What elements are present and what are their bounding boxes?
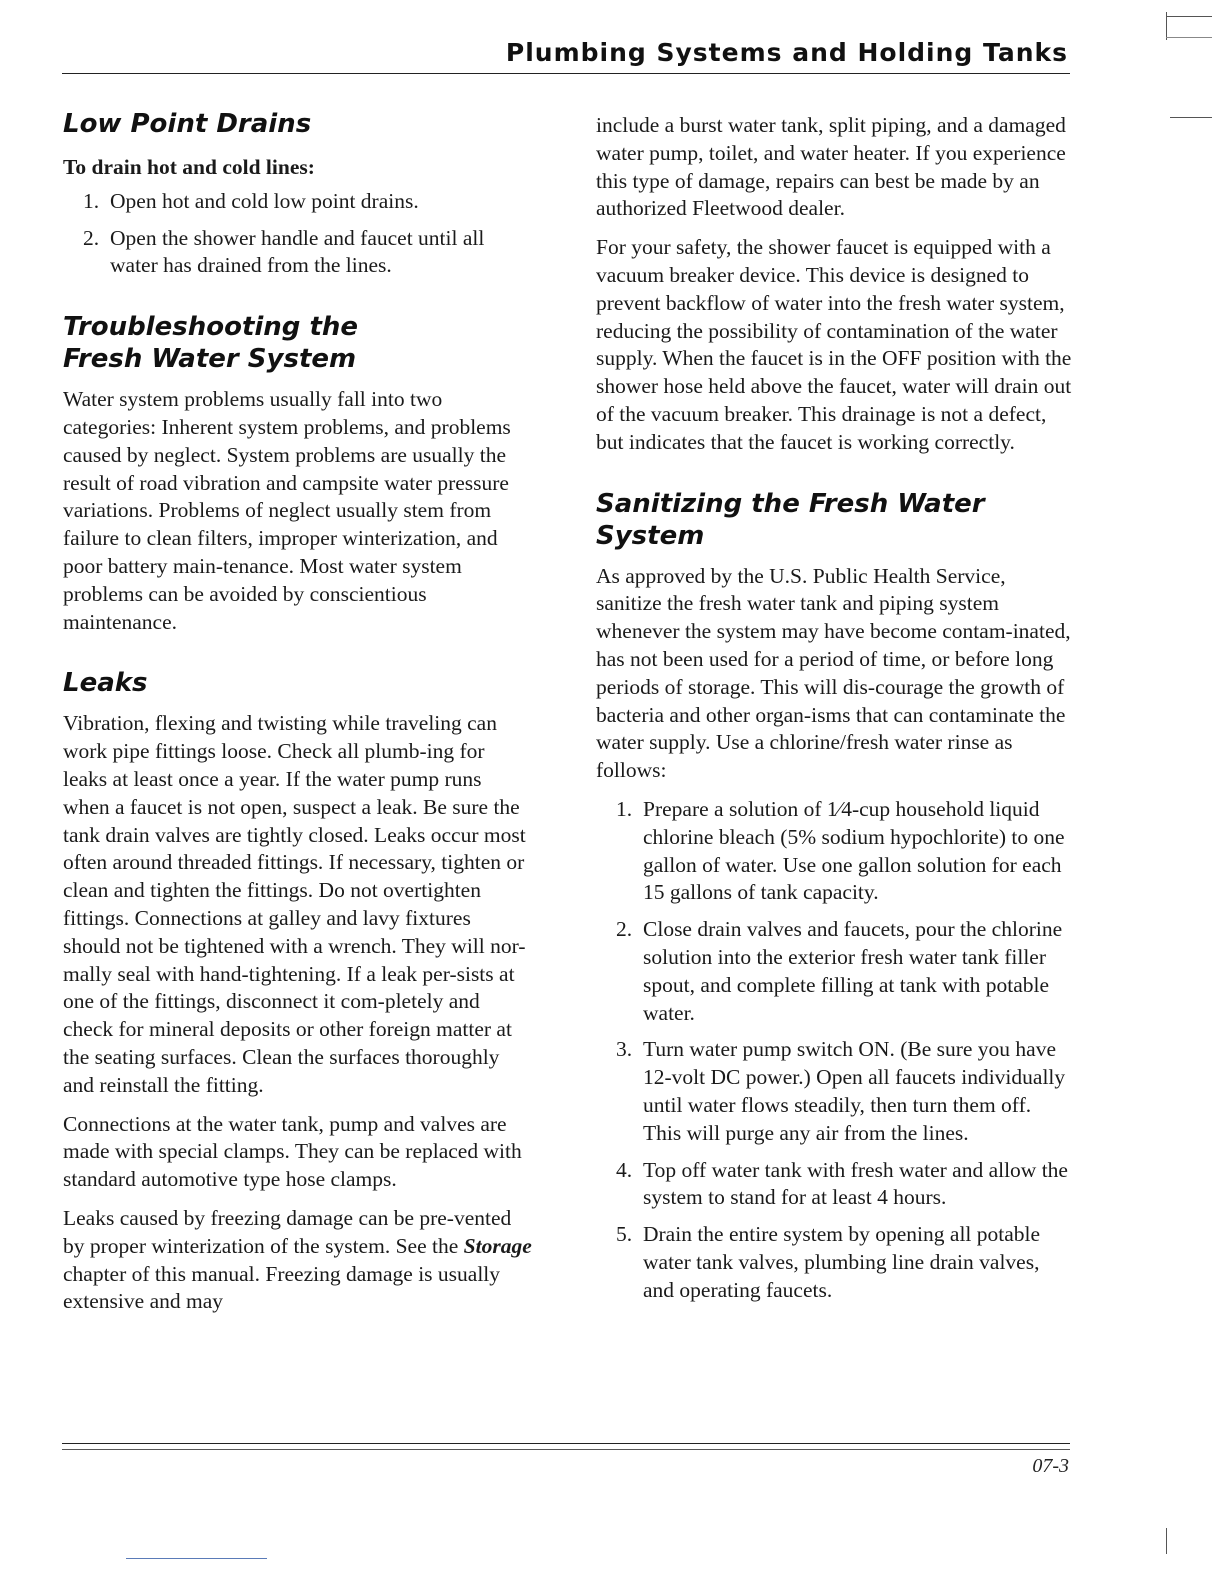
section-heading-leaks: Leaks bbox=[63, 668, 148, 699]
leaks-paragraph-2: Connections at the water tank, pump and valves are made with special clamps. They can be replaced with standard automotive type hose clamps. bbox=[63, 1111, 522, 1192]
right-column bbox=[596, 112, 1072, 1314]
troubleshooting-paragraph: Water system problems usually fall into two categories: Inherent system problems, and problems caused by neglect. System problems are usually the result of road vibration and campsite water pressure variations. Problems of neglect usually stem from failure to clean filters, improper winterization, and poor battery main-tenance. Most water system problems can be avoided by conscientious maintenance. bbox=[63, 387, 511, 634]
leaks-paragraph-1: Vibration, flexing and twisting while traveling can work pipe fittings loose. Check all plumb-ing for leaks at least once a year. If the water pump runs when a faucet is not open, suspect a leak. Be sure the tank drain valves are tightly closed. Leaks occur most often around threaded fittings. If necessary, tighten or clean and tighten the fittings. Do not overtighten fittings. Connections at galley and lavy fixtures should not be tightened with a wrench. They will nor-mally seal with hand-tightening. If a leak per-sists at one of the fittings, disconnect it com-pletely and check for mineral deposits or other foreign matter at the seating surfaces. Clean the surfaces thoroughly and reinstall the fitting. bbox=[63, 711, 526, 1097]
page-header-title: Plumbing Systems and Holding Tanks bbox=[505, 38, 1068, 67]
vacuum-breaker-paragraph: For your safety, the shower faucet is equipped with a vacuum breaker device. This device is designed to prevent backflow of water into the fresh water system, reducing the possibility of contamination of the water supply. When the faucet is in the OFF position with the shower hose held above the faucet, water will drain out of the vacuum breaker. This drainage is not a defect, but indicates that the faucet is working correctly. bbox=[596, 235, 1072, 454]
section-heading-sanitizing: Sanitizing the Fresh Water System bbox=[596, 488, 985, 551]
continued-paragraph: include a burst water tank, split piping, and a damaged water pump, toilet, and water heater. If you experience this type of damage, repairs can best be made by an authorized Fleetwood dealer. bbox=[596, 113, 1066, 221]
list-item: 1. Prepare a solution of 1⁄4-cup household liquid chlorine bleach (5% sodium hypochlorite) to one gallon of water. Use one gallon solution for each 15 gallons of tank capacity. bbox=[616, 796, 1065, 905]
footer-rule bbox=[62, 1443, 1070, 1444]
leaks-paragraph-3: Leaks caused by freezing damage can be pre-vented by proper winterization of the system. See the Storage chapter of this manual. Freezing damage is usually extensive and may bbox=[63, 1205, 532, 1314]
scan-edge-mark bbox=[1170, 117, 1212, 118]
footer-rule-secondary bbox=[62, 1449, 1070, 1450]
list-item: 5. Drain the entire system by opening all potable water tank valves, plumbing line drain valves, and operating faucets. bbox=[616, 1222, 1041, 1302]
page-number: 07-3 bbox=[1032, 1455, 1069, 1477]
low-point-subheading: To drain hot and cold lines: bbox=[63, 155, 315, 179]
underline-mark bbox=[126, 1558, 267, 1559]
list-item: 3. Turn water pump switch ON. (Be sure you have 12-volt DC power.) Open all faucets individually until water flows steadily, then turn them off. This will purge any air from the lines. bbox=[616, 1037, 1066, 1145]
section-heading-low-point-drains: Low Point Drains bbox=[63, 109, 312, 139]
list-item: 1. Open hot and cold low point drains. bbox=[83, 188, 419, 213]
header-rule bbox=[62, 73, 1070, 74]
section-heading-troubleshooting: Troubleshooting the Fresh Water System bbox=[63, 312, 359, 375]
list-item: 2. Close drain valves and faucets, pour the chlorine solution into the exterior fresh water tank filler spout, and complete filling at tank with potable water. bbox=[616, 917, 1063, 1025]
low-point-steps bbox=[63, 188, 533, 280]
scan-edge-mark bbox=[1166, 1528, 1167, 1554]
list-item: 4. Top off water tank with fresh water and allow the system to stand for at least 4 hours. bbox=[616, 1157, 1068, 1210]
left-column bbox=[63, 108, 533, 1327]
scan-edge-mark bbox=[1166, 16, 1212, 17]
sanitizing-intro: As approved by the U.S. Public Health Service, sanitize the fresh water tank and piping system whenever the system may have become contam-inated, has not been used for a period of time, or before long periods of storage. This will dis-courage the growth of bacteria and other organ-isms that can contaminate the water supply. Use a chlorine/fresh water rinse as follows: bbox=[596, 563, 1071, 783]
storage-chapter-reference: Storage bbox=[463, 1233, 532, 1258]
list-item: 2. Open the shower handle and faucet until all water has drained from the lines. bbox=[83, 225, 485, 278]
scan-edge-mark bbox=[1166, 37, 1212, 38]
sanitizing-steps bbox=[596, 796, 1072, 1305]
